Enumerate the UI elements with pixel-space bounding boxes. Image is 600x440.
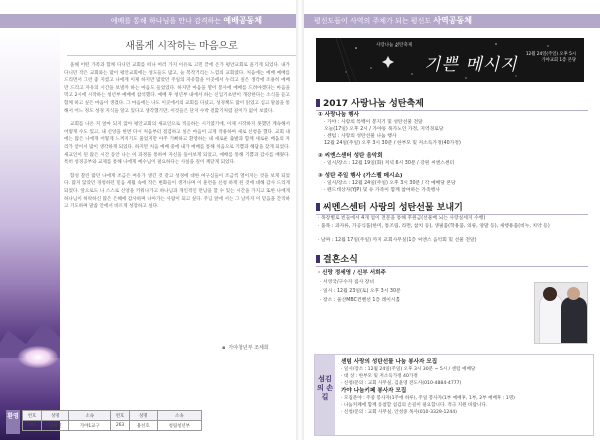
article-body [64,62,290,217]
right-banner-title: 사역공동체 [433,16,472,25]
poster-date [526,52,576,64]
volunteer-heading: 가야 나눔키페 봉사자 모집 [341,388,407,394]
left-page-banner [0,14,296,28]
info-line: · 목장별로 빈들에서 4개 업이 전문을 통해 후원금(선물배 뇌는 사랑실세지 수행) [318,216,486,221]
right-page-banner [304,14,600,28]
poster-subtitle: 사랑나눔 성탄축제 [376,43,413,48]
page-gutter [296,0,304,440]
table-header: 성명 [41,411,68,421]
info-line: 오늘(17일) 오후 2시 / 가야동 목가노인 가정, 지역경로당 [324,127,444,132]
poster-date-line: 가야교회 1층 본당 [541,58,576,63]
table-header-row [23,411,202,421]
wedding-photo [534,282,588,344]
info-line: · 가야 : 사랑의 특백이 봉지기 및 성탄선물 전달 [324,120,423,125]
sub-heading: ① 사랑나눔 행사 [318,112,360,118]
table-cell: 용선호 [130,421,157,431]
info-line: · 대 상 : 한부모 및 저소득가정 40가정 [341,374,418,379]
wedding-couple: · 신랑 정세영 / 신부 서희주 [318,270,386,276]
info-line: · 나눔커페에 함께 동참할 섬김의 손길이 필요합니다. 적극 지원 바랍니다. [341,403,488,408]
sun-glow [18,346,58,368]
poster-title: 기쁜 메시지 [424,55,518,75]
table-header: 번호 [23,411,42,421]
info-line: · 일시 : 12월 23일(토) 오후 3시 30분 [320,289,401,294]
table-cell: 청림청년부 [157,421,202,431]
groom-head [567,287,580,300]
welcome-section [6,410,290,434]
info-line: · 일시/장소 : 12월 24일(주일) 오후 3시 30분 ~ 5시 / 센텀 예배당 [341,367,476,372]
info-line: · 센텀 : 사랑의 성탄선물 나눔 행사 [324,134,397,139]
table-header: 성명 [130,411,157,421]
info-line: · 신청/문의 : 교회 사무실, 안성중 목사(010-3329-1244) [341,410,457,415]
table-header: 번호 [111,411,130,421]
table-cell: 262 [23,421,42,431]
welcome-label: 환영 [6,410,20,434]
info-line: · 날짜 : 12월 17일(주일) 까지 교회사무실(1층 씨엔스 음악회 및 선물 전달) [318,238,477,243]
info-line: · 장소 : 울산MBC컨벤션 1층 레이시홀 [320,298,401,303]
volunteer-body [341,358,591,416]
article-paragraph: 함성 찰린 많던 나에게 조금은 여유가 생긴 것 같고 성경에 대한 여구심들이 조금씩 열어지는 것을 보게 되었다. 많지 않았던 경청하던 믿음 세월 속에 작은 변화들이 생겨나며 이 훈련을 신청 하게 된 것에 대해 감사 드리게 되었다. 앞으로도 나 스스로 신앙을 키워나가고 하나님과 개인적인 만남을 할 수 있는 시간을 가지고 또한 나에게 하나님이 허락하신 많은 은혜에 감사하며 나아가는 사람이 되고 싶다. 주님 앞에 서는 그 날까지 이 믿음을 간직하고 기도하며 말씀 안에서 바르게 성장하고 싶다. [64,173,290,210]
table-header: 소속 [157,411,202,421]
info-line: 12월 24일(주일) 오후 3시 30분 / 한부모 및 저소득가정(40가정) [324,141,461,146]
article-paragraph: 올해 어떤 가족과 함께 다니던 교회를 떠나 여러 가지 이유로 고민 끝에 온가 평안교회로 올기게 되었다. 내가 다니던 작은 교회와는 많이 평안교회에는 성도들도 많고, 늘 복작거리는 느낌의 교회였다. 처음에는 예배 예배를 드리면서 그런 좋 지켰고 나에게 이제 하지만 많았던 주일의 자유함을 이곳에서 누리고 싶은 생각에 조용히 예배만 드리고 자유의 시간을 보낼까 하는 마음도 들었었다. 하지만 마음을 열어 봉사에 예배를 드려야겠다는 마음을 먹고 2시에 시작하는 청년부 예배에 참석했다. 예배 후 청년부 내에서 하는 신입기초반이 개강한다는 소식을 듣고 함께 하고 싶은 마음이 생겼다. 그 마음에는 나도 이곳에서의 교회를 다녔고, 성경책도 많이 읽었고 심고 말씀을 통해서 어느 정도 성경 지식을 알고 있다고 생각했기만, 이것들은 단지 수박 겉핥기처럼 깊이가 없어 보였다. [64,63,290,114]
volunteer-box [314,354,594,436]
info-line: · 품목 : 과자류, 가공식품(한미, 통조림, 라면, 참치 등), 생필품(학용품, 의류, 양말 등), 새행용품(비누, 치약 등) [318,224,550,229]
article-title: 새롭게 시작하는 마음으로 [125,41,238,52]
section-heading-festival: 2017 사랑나눔 성탄축제 [316,96,588,111]
info-line: · 펜드데상자(YJP) 및 유 가족이 함께 참여하는 가족행사 [324,188,440,193]
left-banner-text [111,14,262,28]
table-header: 소속 [69,411,111,421]
sub-heading: ③ 성탄 주일 행사 (가스펠 메시쇼) [318,173,403,179]
volunteer-heading: 센텀 사랑의 성탄선물 나눔 봉사자 모집 [341,359,438,365]
right-banner-text [314,14,472,28]
info-line: · 일시/장소 : 12월 19일(화) 저녁 6시 30분 / 강원 씨엔스센터 [324,161,455,166]
info-line: · 모집분야 : 주중 봉사자(1주에 하루), 주일 봉사자(1부 예배후, 1부, 2부 예배후 : 1명) [341,396,515,401]
volunteer-label: 섬김의 손길 [315,355,335,435]
christmas-poster-image [316,38,584,82]
info-line: · 신청/문의 : 교회 사무실, 김윤영 전도사(010-4884-4777) [341,381,462,386]
bride-head [543,287,557,301]
right-page [304,0,600,440]
info-line: · 일시/장소 : 12월 24일(주일) 오후 3시 30분 / 각 예배당 본당 [324,181,456,186]
article-signature: ▪ 가야청년부 조세희 [222,344,269,351]
section-heading-gifts: 씨멘스센터 사랑의 성탄선물 보내기 [316,200,588,215]
poster-date-line: 12월 24일(주일) 오후 5시 [525,52,576,57]
table-row [23,421,202,431]
groom-figure [561,297,587,344]
table-cell: 가야1교구 [69,421,111,431]
left-banner-title: 예배공동체 [223,16,262,25]
sub-heading: ② 씨엔스센터 성탄 음악회 [318,153,383,159]
article-title-box [67,34,296,56]
section-heading-wedding: 결혼소식 [316,252,588,267]
right-banner-prefix: 평신도들이 사역의 주체가 되는 평신도 [314,17,432,25]
table-cell: 263 [111,421,130,431]
welcome-table [22,410,202,431]
article-paragraph: 교회를 나온 지 얼마 되지 않아 평안교회의 새교인으로 적응하는 시기였기에, 이제 시작하지 못했던 계속해서 어떻게 수도 있고, 내 신앙을 한번 다시 처음부터 점검하고 싶은 마음이 크게 작용하여 새로 신청을 했다. 교회 내에는 많은 나에게 어떻게 느껴지기도 물었지만 아주 기뻐하고 환영하는 내 새로운 출발과 함께 새로운 배움의 자리가 얻어서 많이 생각하게 되었다. 하지만 처음 예배 중에 내가 예배를 통해 처음으로 기쁨과 해답을 찾게 되었다. 새교인이 된 많은 시간 동안 나는 이 과정을 통하여 자신을 돌아보게 되었고, 예배를 통해 기쁨과 감사를 배웠다. 특히 성경공부와 교제를 통해 나에게 예수님이 필요하다는 사실을 깊이 깨닫게 되었다. [64,122,290,166]
info-line: · 서영국/구수자 집사 장녀 [320,280,375,285]
table-cell: 정혜연 [41,421,68,431]
sunset-lake-image [0,28,60,440]
left-page [0,0,296,440]
left-banner-prefix: 예배를 통해 하나님을 만나 감격하는 [110,17,222,25]
